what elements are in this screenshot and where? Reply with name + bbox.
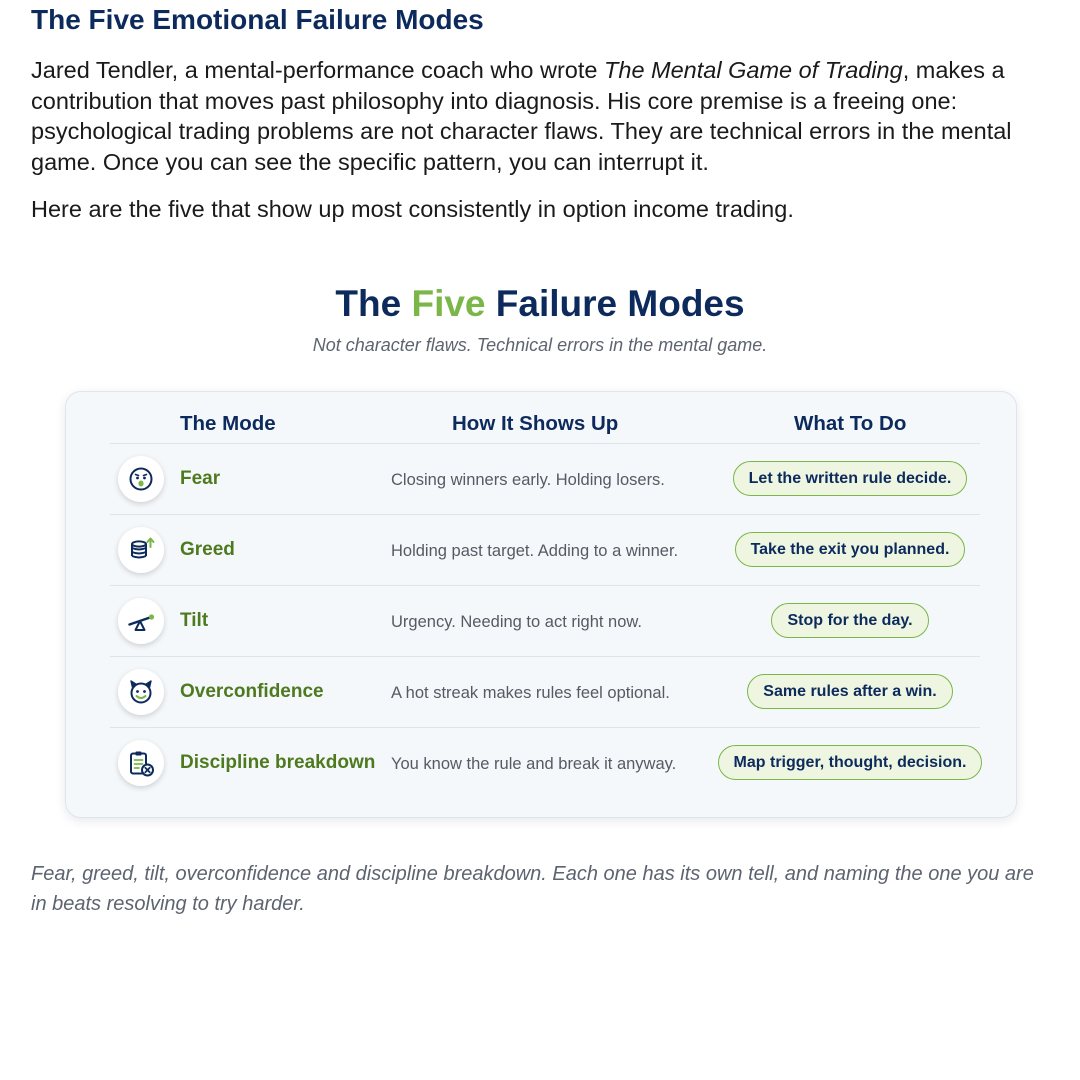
infographic-title	[0, 280, 1080, 328]
mode-symptom: A hot streak makes rules feel optional.	[391, 684, 670, 702]
column-header-todo: What To Do	[794, 412, 907, 435]
mode-action-pill: Same rules after a win.	[747, 674, 952, 709]
table-row-greed	[110, 515, 980, 586]
infographic-title-accent: Five	[411, 283, 486, 324]
mode-action-cell	[705, 674, 995, 709]
article	[31, 0, 1051, 225]
column-header-shows: How It Shows Up	[452, 412, 619, 435]
failure-modes-table	[65, 391, 1017, 818]
intro-paragraph	[31, 55, 1051, 177]
coin-stack-icon	[118, 527, 164, 573]
mode-name: Discipline breakdown	[180, 752, 376, 773]
intro-text-end: , makes a contribution that moves past philosophy into diagnosis. His core premise is a freeing one: psychological trading problems are not character flaws. They are technical errors in the mental game. Once you can see the specific pattern, you can interrupt it.	[31, 57, 1012, 175]
mode-action-pill: Map trigger, thought, decision.	[718, 745, 983, 780]
infographic-title-start: The	[335, 283, 412, 324]
closing-paragraph: Fear, greed, tilt, overconfidence and discipline breakdown. Each one has its own tell, and naming the one you are in beats resolving to try harder.	[31, 863, 1034, 915]
intro-text-start: Jared Tendler, a mental-performance coach who wrote	[31, 57, 605, 83]
table-row-tilt	[110, 586, 980, 657]
mode-symptom: Urgency. Needing to act right now.	[391, 613, 642, 631]
mode-action-pill: Let the written rule decide.	[733, 461, 968, 496]
column-header-mode: The Mode	[180, 412, 276, 435]
mode-action-cell	[705, 603, 995, 638]
mode-action-pill: Take the exit you planned.	[735, 532, 966, 567]
mode-name: Greed	[180, 539, 235, 560]
infographic-title-end: Failure Modes	[485, 283, 745, 324]
mode-action-cell	[705, 532, 995, 567]
mode-action-pill: Stop for the day.	[771, 603, 928, 638]
mode-action-cell	[705, 461, 995, 496]
failure-modes-infographic	[0, 280, 1080, 773]
table-row-fear	[110, 444, 980, 515]
fear-face-icon	[118, 456, 164, 502]
mode-symptom: Closing winners early. Holding losers.	[391, 471, 665, 489]
section-heading: The Five Emotional Failure Modes	[31, 4, 484, 35]
mode-name: Fear	[180, 468, 221, 489]
mode-name: Overconfidence	[180, 681, 324, 702]
mode-symptom: Holding past target. Adding to a winner.	[391, 542, 679, 560]
infographic-subtitle: Not character flaws. Technical errors in the mental game.	[312, 335, 768, 355]
seesaw-icon	[118, 598, 164, 644]
lead-in-paragraph: Here are the five that show up most consistently in option income trading.	[31, 196, 794, 222]
table-row-discipline-breakdown	[110, 728, 980, 799]
table-row-overconfidence	[110, 657, 980, 728]
book-title: The Mental Game of Trading	[604, 57, 903, 83]
mode-name: Tilt	[180, 610, 209, 631]
mode-symptom: You know the rule and break it anyway.	[391, 755, 677, 773]
mode-action-cell	[705, 745, 995, 780]
devil-face-icon	[118, 669, 164, 715]
clipboard-x-icon	[118, 740, 164, 786]
